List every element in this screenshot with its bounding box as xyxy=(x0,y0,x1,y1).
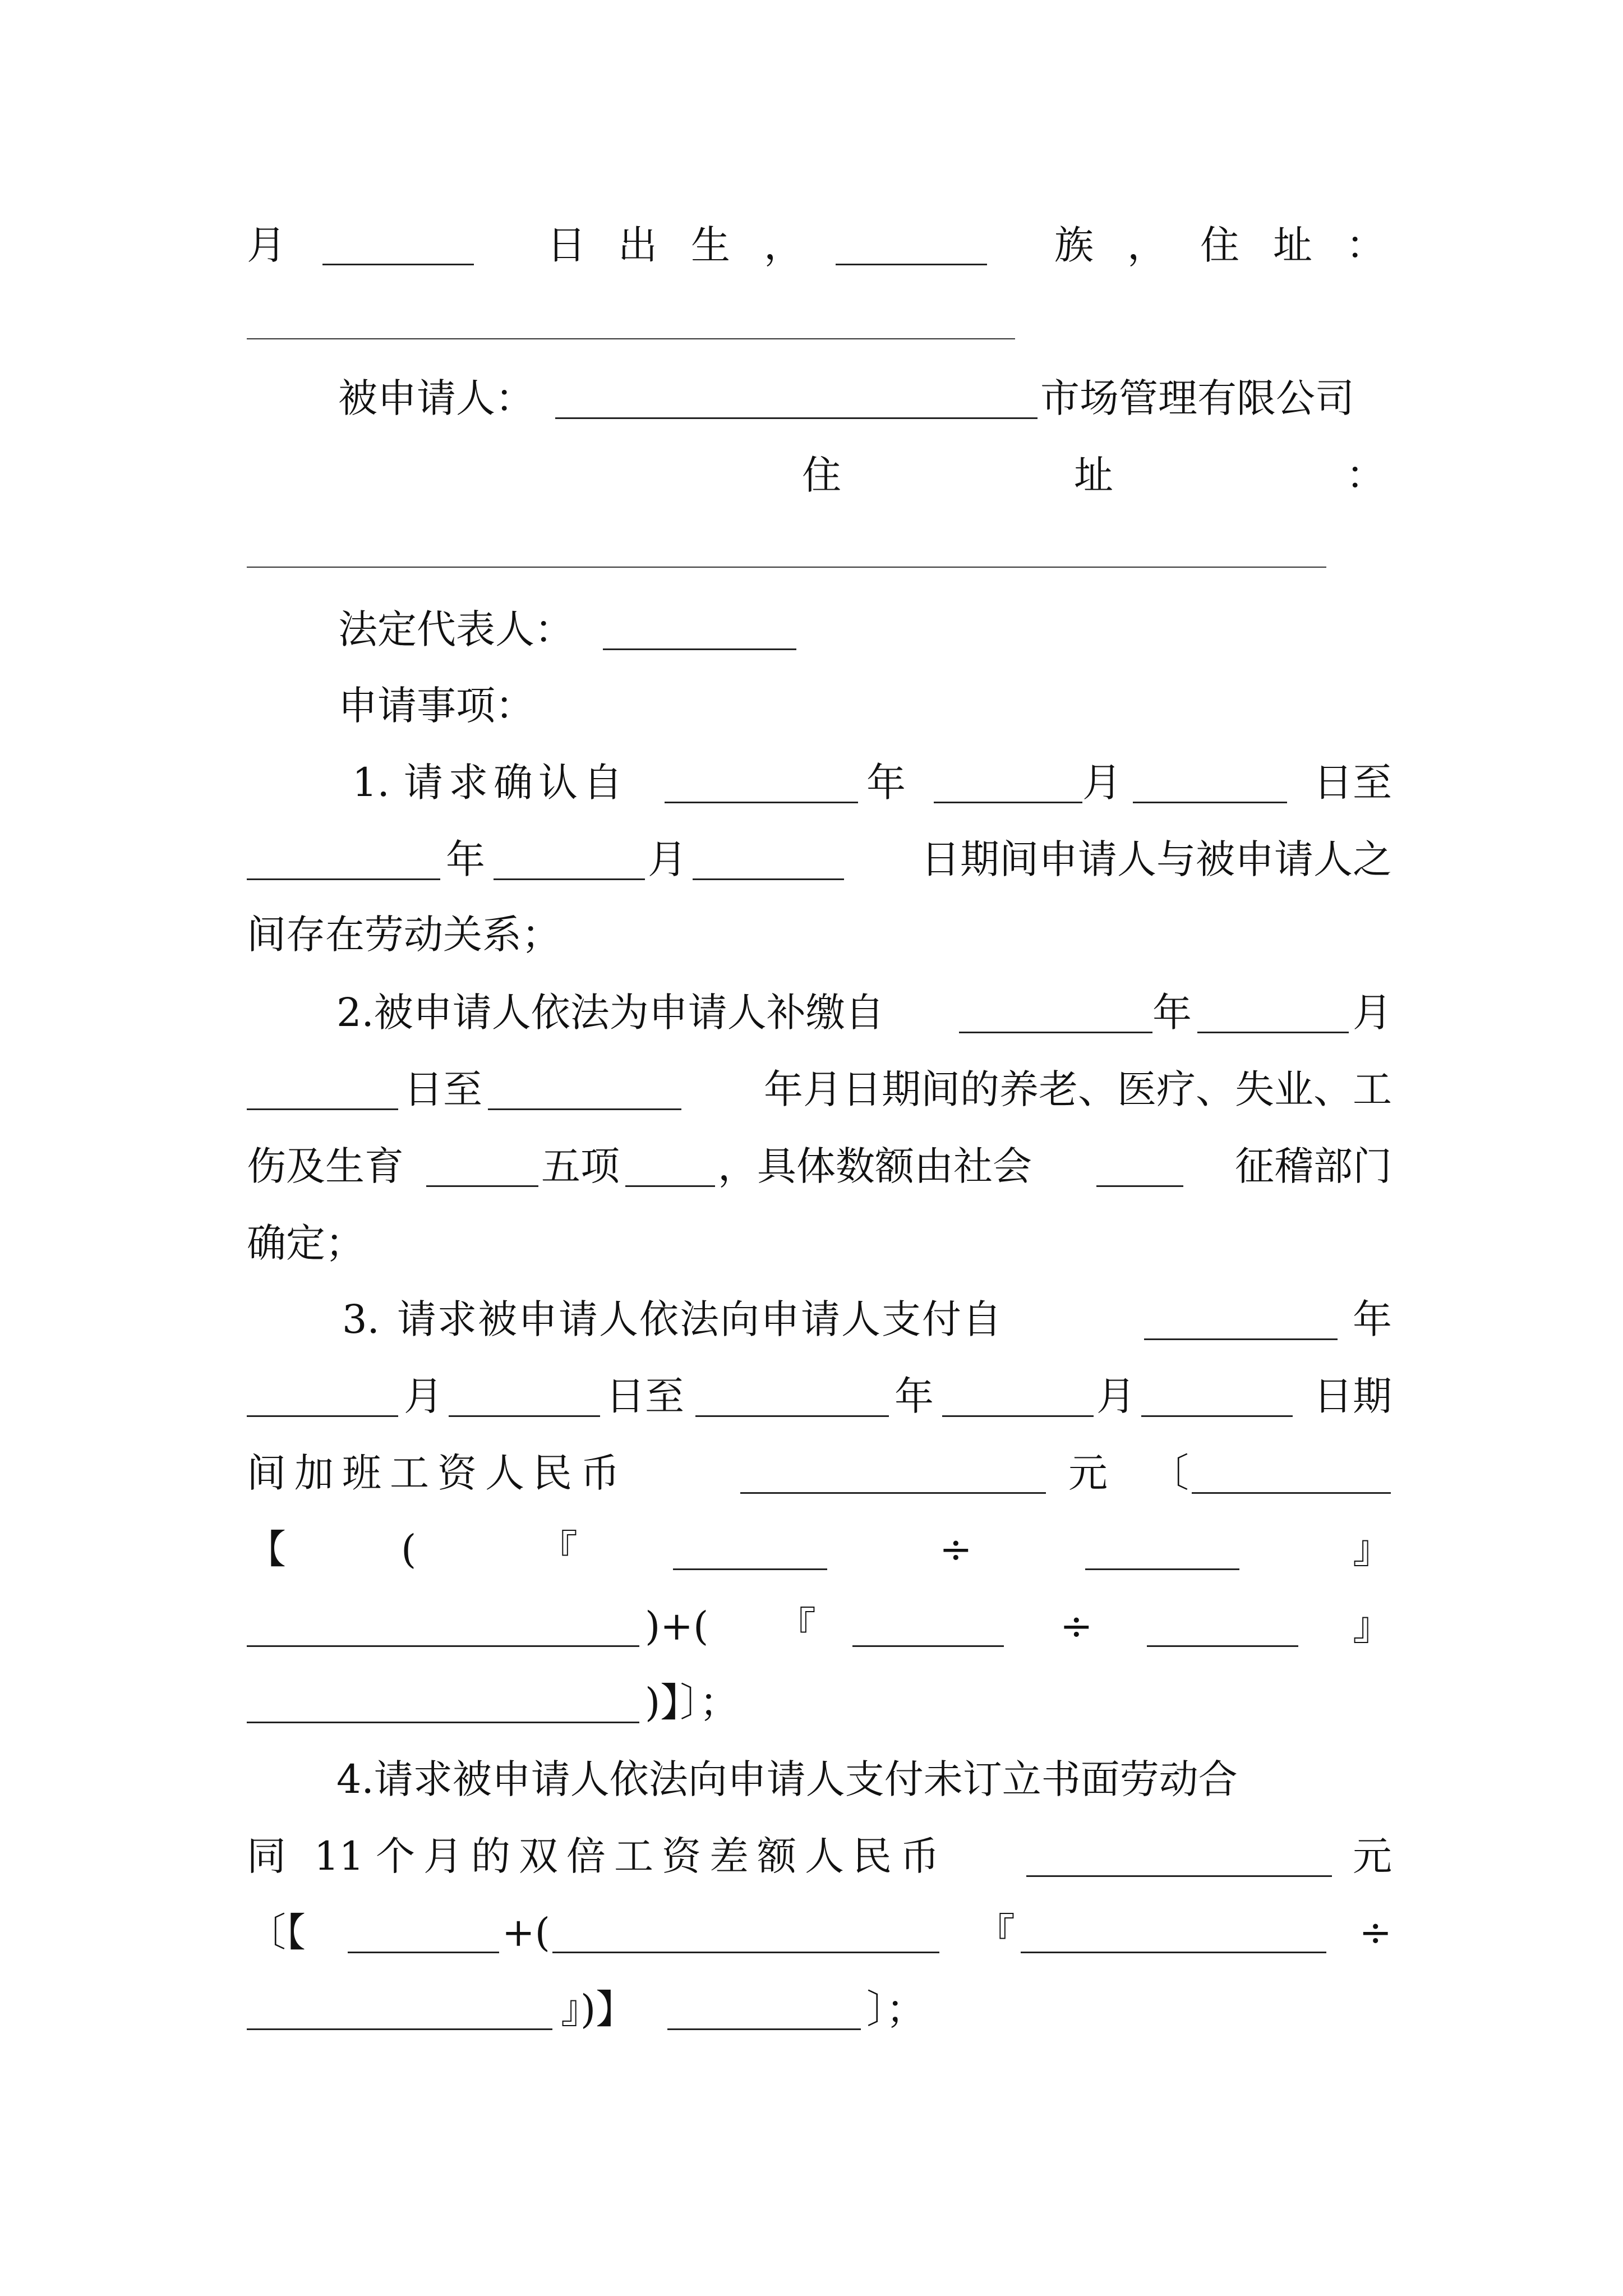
claim2-text: 征稽部门 xyxy=(1235,1143,1392,1189)
text-bracket: 』 xyxy=(1353,1526,1392,1572)
text-day: 日期 xyxy=(1313,1373,1392,1419)
claim3-char: 申 xyxy=(760,1296,800,1342)
claim4-char: 额 xyxy=(757,1833,796,1879)
blank-month xyxy=(247,1415,398,1417)
text-month: 月 xyxy=(247,222,286,268)
text-month: 月 xyxy=(648,836,687,882)
blank-month xyxy=(494,878,645,880)
text-divide: ÷ xyxy=(939,1526,972,1572)
claim3-char: 间 xyxy=(247,1450,286,1496)
text-year: 年 xyxy=(895,1373,934,1419)
claim4-char: 差 xyxy=(709,1833,749,1879)
claim4-char: 资 xyxy=(662,1833,701,1879)
blank-formula xyxy=(667,2028,861,2030)
text-zhi: 址 xyxy=(1074,452,1113,498)
text-bracket: 〔【 xyxy=(247,1910,306,1955)
text-day: 日 xyxy=(547,222,586,268)
text-bracket: 『 xyxy=(538,1526,578,1572)
text-year: 年 xyxy=(1152,990,1192,1036)
blank-day xyxy=(1133,802,1287,803)
blank-overtime-amount xyxy=(740,1492,1046,1494)
claim2-text: 伤及生育 xyxy=(247,1143,404,1189)
blank-year xyxy=(1144,1338,1338,1340)
claim4-char: 民 xyxy=(852,1833,892,1879)
text-divide: ÷ xyxy=(1060,1603,1093,1649)
claim4-char: 工 xyxy=(614,1833,653,1879)
blank-formula xyxy=(1021,1952,1326,1953)
claim3-char: 申 xyxy=(518,1296,557,1342)
claim3-char: 班 xyxy=(342,1450,381,1496)
respondent-company-suffix: 市场管理有限公司 xyxy=(1040,375,1354,421)
text-zu: 族 xyxy=(1054,222,1094,268)
blank-respondent-name xyxy=(555,417,1038,419)
text-month: 月 xyxy=(1096,1373,1136,1419)
claim4-char: 的 xyxy=(471,1833,510,1879)
blank-year xyxy=(488,1108,681,1110)
claim3-char: 自 xyxy=(962,1296,1002,1342)
text-year: 年 xyxy=(866,760,906,806)
claim4-line1: 4.请求被申请人依法向申请人支付未订立书面劳动合 xyxy=(336,1756,1238,1802)
blank-day xyxy=(322,264,474,265)
text-day-to: 日至 xyxy=(1313,760,1392,806)
claim1-number: 1. xyxy=(352,760,390,806)
claim1-char: 求 xyxy=(449,760,488,806)
claim3-char: 加 xyxy=(294,1450,334,1496)
claim1-char: 请 xyxy=(404,760,443,806)
claim3-char: 法 xyxy=(680,1296,719,1342)
blank-formula xyxy=(348,1952,499,1953)
text-year: 年 xyxy=(1353,1296,1392,1342)
legal-rep-label: 法定代表人： xyxy=(338,606,574,652)
blank-year xyxy=(665,802,858,803)
text-bracket: 『 xyxy=(976,1910,1015,1955)
blank-legal-rep xyxy=(603,648,796,650)
text-operator: +( xyxy=(502,1910,550,1955)
claim1-line2-text: 日期间申请人与被申请人之 xyxy=(921,836,1392,882)
claim3-char: 支 xyxy=(882,1296,921,1342)
blank-year xyxy=(247,878,440,880)
claim3-char: 工 xyxy=(390,1450,429,1496)
blank-department xyxy=(1096,1185,1183,1187)
text-zhi: 址 xyxy=(1273,222,1312,268)
claim3-char: 求 xyxy=(437,1296,477,1342)
claim2-line2-text: 年月日期间的养老、医疗、失业、工 xyxy=(764,1066,1392,1112)
blank-formula xyxy=(1192,1492,1391,1494)
claim3-char: 币 xyxy=(580,1450,620,1496)
blank-day xyxy=(449,1415,600,1417)
claim1-char: 确 xyxy=(494,760,533,806)
text-bracket: 』 xyxy=(1353,1603,1392,1649)
text-comma: ， xyxy=(1127,222,1166,268)
claim3-char: 依 xyxy=(639,1296,679,1342)
claim4-char: 币 xyxy=(900,1833,939,1879)
claim4-char: 双 xyxy=(519,1833,558,1879)
text-month: 月 xyxy=(404,1373,443,1419)
blank-formula xyxy=(1085,1568,1239,1570)
blank-double-wage-amount xyxy=(1026,1875,1332,1877)
claim3-char: 被 xyxy=(478,1296,517,1342)
text-closing: 』)】 xyxy=(561,1986,635,2032)
text-yuan: 元 xyxy=(1068,1450,1108,1496)
blank-formula xyxy=(852,1645,1004,1647)
claim3-char: 资 xyxy=(437,1450,477,1496)
text-bracket: 【 xyxy=(247,1526,286,1572)
claims-heading: 申请事项： xyxy=(338,683,534,729)
blank-formula xyxy=(247,1722,639,1723)
text-day-to: 日至 xyxy=(606,1373,684,1419)
text-chu: 出 xyxy=(618,222,657,268)
blank-insurance-type xyxy=(625,1185,715,1187)
blank-respondent-address xyxy=(247,567,1326,568)
text-yuan: 元 xyxy=(1353,1833,1392,1879)
text-month: 月 xyxy=(1082,760,1122,806)
text-divide: ÷ xyxy=(1359,1910,1392,1955)
text-paren: ( xyxy=(401,1526,417,1572)
claim3-number: 3. xyxy=(342,1296,380,1342)
claim3-char: 请 xyxy=(397,1296,436,1342)
blank-formula xyxy=(1147,1645,1298,1647)
text-month: 月 xyxy=(1353,990,1392,1036)
blank-day xyxy=(693,878,844,880)
text-colon: ： xyxy=(1346,222,1385,268)
claim2-line4: 确定； xyxy=(247,1220,365,1266)
claim2-line1: 2.被申请人依法为申请人补缴自 xyxy=(336,990,884,1036)
claim2-text: 五项 xyxy=(541,1143,620,1189)
blank-day xyxy=(1141,1415,1293,1417)
claim3-char: 人 xyxy=(485,1450,524,1496)
claim4-char: 人 xyxy=(805,1833,844,1879)
blank-ethnicity xyxy=(836,264,987,265)
claim3-char: 付 xyxy=(922,1296,961,1342)
blank-insurance xyxy=(426,1185,538,1187)
blank-formula xyxy=(247,1645,639,1647)
text-colon: ： xyxy=(1346,452,1385,498)
claim3-char: 人 xyxy=(599,1296,638,1342)
claim4-char: 个 xyxy=(376,1833,415,1879)
blank-month xyxy=(1197,1032,1349,1033)
claim4-char: 同 xyxy=(247,1833,286,1879)
text-comma: ， xyxy=(764,222,803,268)
blank-month xyxy=(942,1415,1094,1417)
blank-day xyxy=(247,1108,398,1110)
claim3-char: 请 xyxy=(559,1296,598,1342)
text-zhu: 住 xyxy=(802,452,841,498)
text-year: 年 xyxy=(446,836,485,882)
claim1-char: 自 xyxy=(583,760,623,806)
blank-year xyxy=(695,1415,889,1417)
blank-formula xyxy=(673,1568,827,1570)
text-bracket: 〔 xyxy=(1150,1450,1189,1496)
claim3-char: 人 xyxy=(841,1296,880,1342)
text-day-to: 日至 xyxy=(404,1066,482,1112)
text-zhu: 住 xyxy=(1200,222,1239,268)
claim4-number: 11 xyxy=(314,1833,365,1879)
blank-year xyxy=(959,1032,1152,1033)
claim1-line3: 间存在劳动关系； xyxy=(247,912,561,958)
text-sheng: 生 xyxy=(691,222,730,268)
claim3-char: 民 xyxy=(533,1450,572,1496)
blank-applicant-address xyxy=(247,338,1015,339)
claim4-char: 倍 xyxy=(566,1833,606,1879)
text-closing: )】〕； xyxy=(645,1680,739,1726)
text-bracket: 『 xyxy=(777,1603,816,1649)
claim1-char: 认 xyxy=(538,760,578,806)
respondent-label: 被申请人： xyxy=(338,375,534,421)
blank-formula xyxy=(552,1952,939,1953)
claim3-char: 向 xyxy=(720,1296,759,1342)
text-closing: 〕； xyxy=(866,1986,925,2032)
text-operator: )+( xyxy=(645,1603,709,1649)
blank-formula xyxy=(247,2028,552,2030)
blank-month xyxy=(934,802,1082,803)
claim3-char: 请 xyxy=(801,1296,840,1342)
claim4-char: 月 xyxy=(423,1833,463,1879)
claim2-text: ，具体数额由社会 xyxy=(718,1143,1032,1189)
